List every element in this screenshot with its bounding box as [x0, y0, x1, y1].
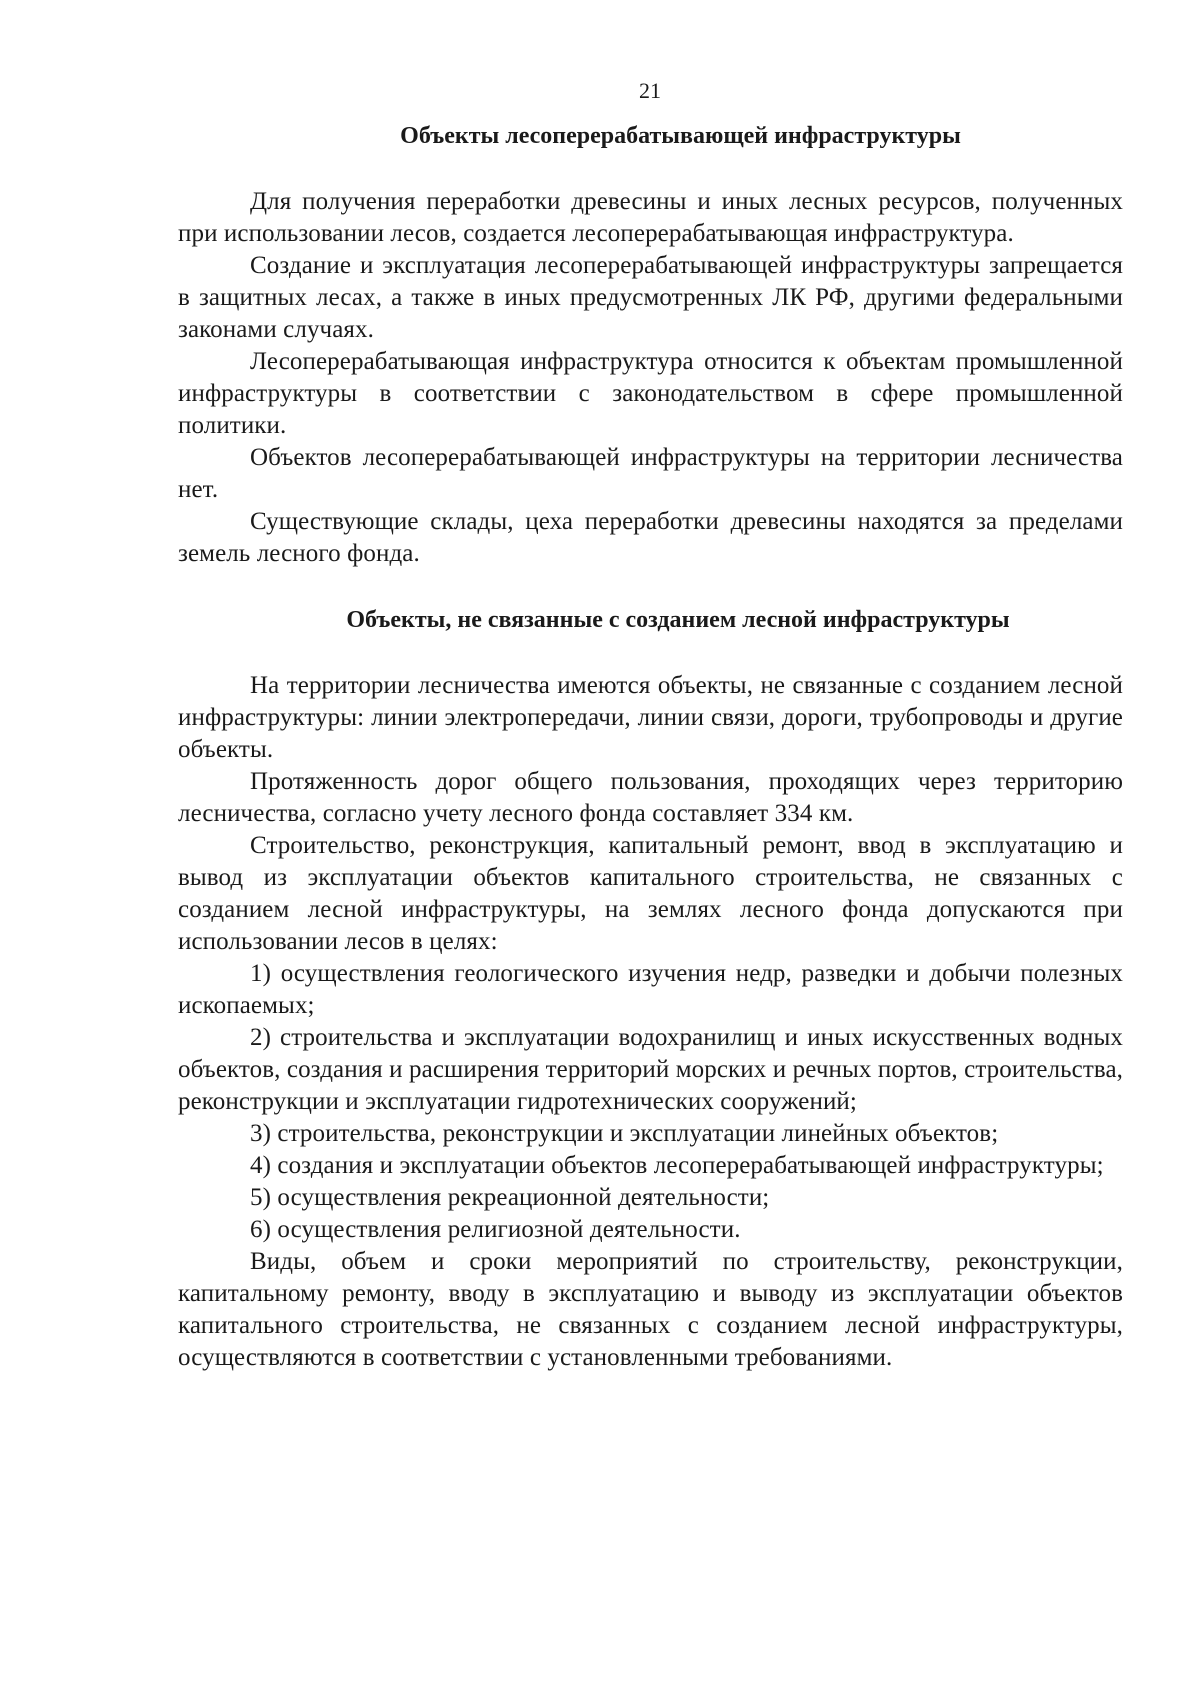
list-item: 3) строительства, реконструкции и эксплуатации линейных объектов;	[250, 1120, 999, 1147]
list-item: 6) осуществления религиозной деятельности.	[250, 1216, 741, 1243]
section-heading-wood-processing: Объекты лесоперерабатывающей инфраструктуры	[400, 123, 961, 149]
section-heading-non-forest-objects: Объекты, не связанные с созданием лесной инфраструктуры	[346, 607, 1010, 633]
list-item: 4) создания и эксплуатации объектов лесоперерабатывающей инфраструктуры;	[250, 1152, 1104, 1179]
paragraph: Строительство, реконструкция, капитальный ремонт, ввод в эксплуатацию и вывод из эксплуатации объектов капитального строительства, не связанных с созданием лесной инфраструктуры, на землях лесного фонда допускаются при использовании лесов в целях:	[178, 832, 1123, 955]
paragraph: Для получения переработки древесины и иных лесных ресурсов, полученных при использовании лесов, создается лесоперерабатывающая инфраструктура.	[178, 188, 1123, 247]
paragraph: Протяженность дорог общего пользования, проходящих через территорию лесничества, согласно учету лесного фонда составляет 334 км.	[178, 768, 1123, 827]
paragraph: Объектов лесоперерабатывающей инфраструктуры на территории лесничества нет.	[178, 444, 1123, 503]
paragraph: Существующие склады, цеха переработки древесины находятся за пределами земель лесного фонда.	[178, 508, 1123, 567]
paragraph: На территории лесничества имеются объекты, не связанные с созданием лесной инфраструктуры: линии электропередачи, линии связи, дороги, трубопроводы и другие объекты.	[178, 672, 1123, 763]
list-item: 5) осуществления рекреационной деятельности;	[250, 1184, 770, 1211]
page-number: 21	[639, 78, 661, 103]
paragraph: Создание и эксплуатация лесоперерабатывающей инфраструктуры запрещается в защитных лесах, а также в иных предусмотренных ЛК РФ, другими федеральными законами случаях.	[178, 252, 1123, 343]
paragraph: Лесоперерабатывающая инфраструктура относится к объектам промышленной инфраструктуры в соответствии с законодательством в сфере промышленной политики.	[178, 348, 1123, 439]
list-item: 2) строительства и эксплуатации водохранилищ и иных искусственных водных объектов, создания и расширения территорий морских и речных портов, строительства, реконструкции и эксплуатации гидротехнических сооружений;	[178, 1024, 1123, 1115]
list-item: 1) осуществления геологического изучения недр, разведки и добычи полезных ископаемых;	[178, 960, 1123, 1019]
document-body	[178, 120, 1123, 1374]
paragraph: Виды, объем и сроки мероприятий по строительству, реконструкции, капитальному ремонту, вводу в эксплуатацию и выводу из эксплуатации объектов капитального строительства, не связанных с созданием лесной инфраструктуры, осуществляются в соответствии с установленными требованиями.	[178, 1248, 1123, 1371]
